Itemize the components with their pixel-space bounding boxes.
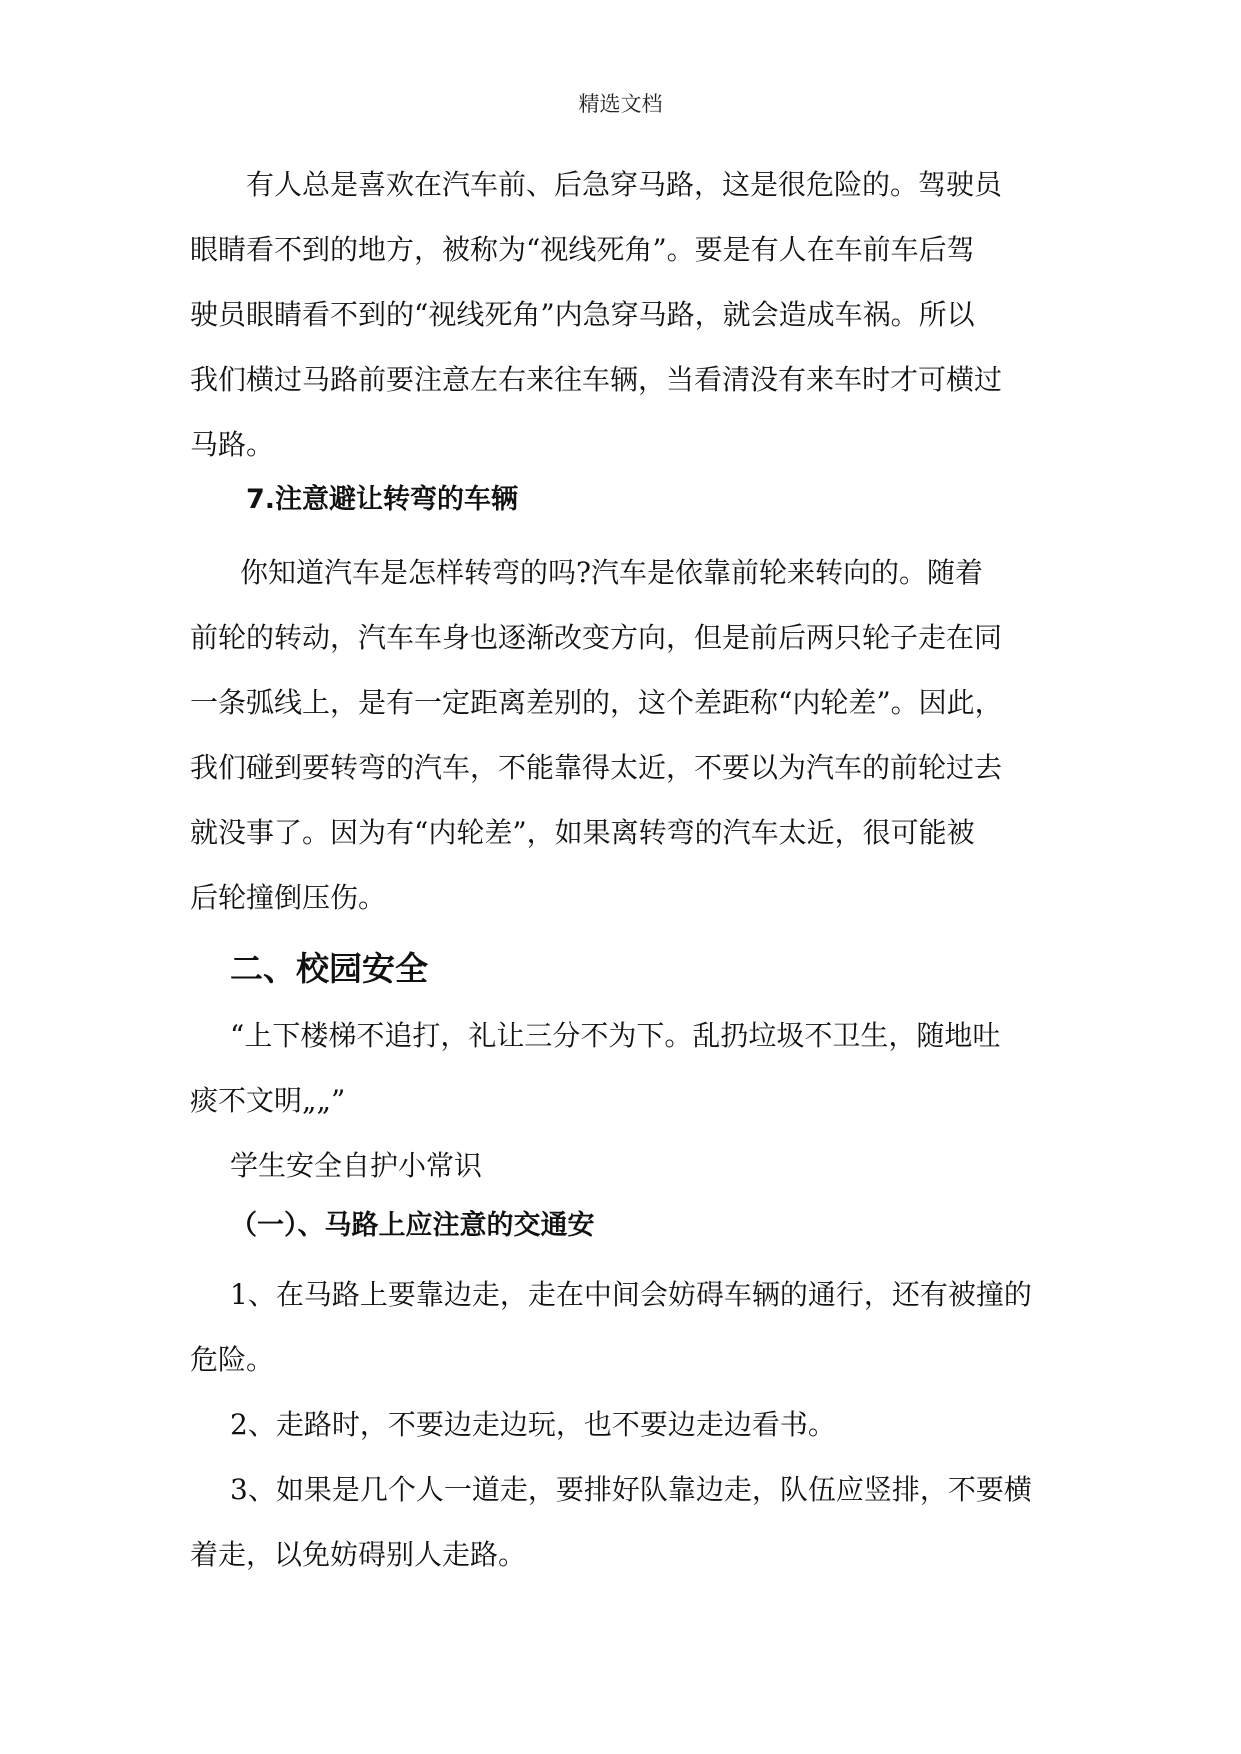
list-item-3: [190, 1457, 1062, 1587]
text-line: 你知道汽车是怎样转弯的吗?汽车是依靠前轮来转向的。随着: [240, 556, 984, 589]
text-line: 痰不文明„„”: [190, 1084, 346, 1117]
subsection-title-road-safety: （一）、马路上应注意的交通安: [230, 1210, 595, 1241]
text-line: 1、在马路上要靠边走，走在中间会妨碍车辆的通行，还有被撞的: [230, 1278, 1032, 1311]
text-line: 危险。: [190, 1343, 275, 1376]
section-title-campus-safety: 二、校园安全: [230, 949, 428, 988]
list-item-2: 2、走路时，不要边走边玩，也不要边走边看书。: [230, 1408, 836, 1441]
text-line: 我们横过马路前要注意左右来往车辆，当看清没有来车时才可横过: [190, 363, 1003, 396]
text-line: 一条弧线上，是有一定距离差别的，这个差距称“内轮差”。因此，: [190, 686, 1003, 719]
paragraph-blind-spot: [190, 152, 1062, 477]
text-line: 驶员眼睛看不到的“视线死角”内急穿马路，就会造成车祸。所以: [190, 298, 975, 331]
text-line: “上下楼梯不追打，礼让三分不为下。乱扔垃圾不卫生，随地吐: [230, 1019, 1001, 1052]
list-item-1: [190, 1262, 1062, 1392]
text-line: 前轮的转动，汽车车身也逐渐改变方向，但是前后两只轮子走在同: [190, 621, 1003, 654]
text-line: 就没事了。因为有“内轮差”，如果离转弯的汽车太近，很可能被: [190, 816, 975, 849]
page-header: 精选文档: [578, 92, 663, 116]
text-line: 后轮撞倒压伤。: [190, 881, 387, 914]
text-line: 3、如果是几个人一道走，要排好队靠边走，队伍应竖排，不要横: [230, 1473, 1032, 1506]
section-title-7: 7.注意避让转弯的车辆: [246, 484, 519, 515]
paragraph-turning-vehicles: [190, 540, 1062, 930]
paragraph-campus-quote: [190, 1003, 1062, 1133]
text-line: 马路。: [190, 428, 275, 461]
paragraph-self-protection: 学生安全自护小常识: [230, 1149, 483, 1182]
text-line: 我们碰到要转弯的汽车，不能靠得太近，不要以为汽车的前轮过去: [190, 751, 1003, 784]
text-line: 有人总是喜欢在汽车前、后急穿马路，这是很危险的。驾驶员: [246, 168, 1003, 201]
text-line: 眼睛看不到的地方，被称为“视线死角”。要是有人在车前车后驾: [190, 233, 975, 266]
text-line: 着走，以免妨碍别人走路。: [190, 1538, 527, 1571]
